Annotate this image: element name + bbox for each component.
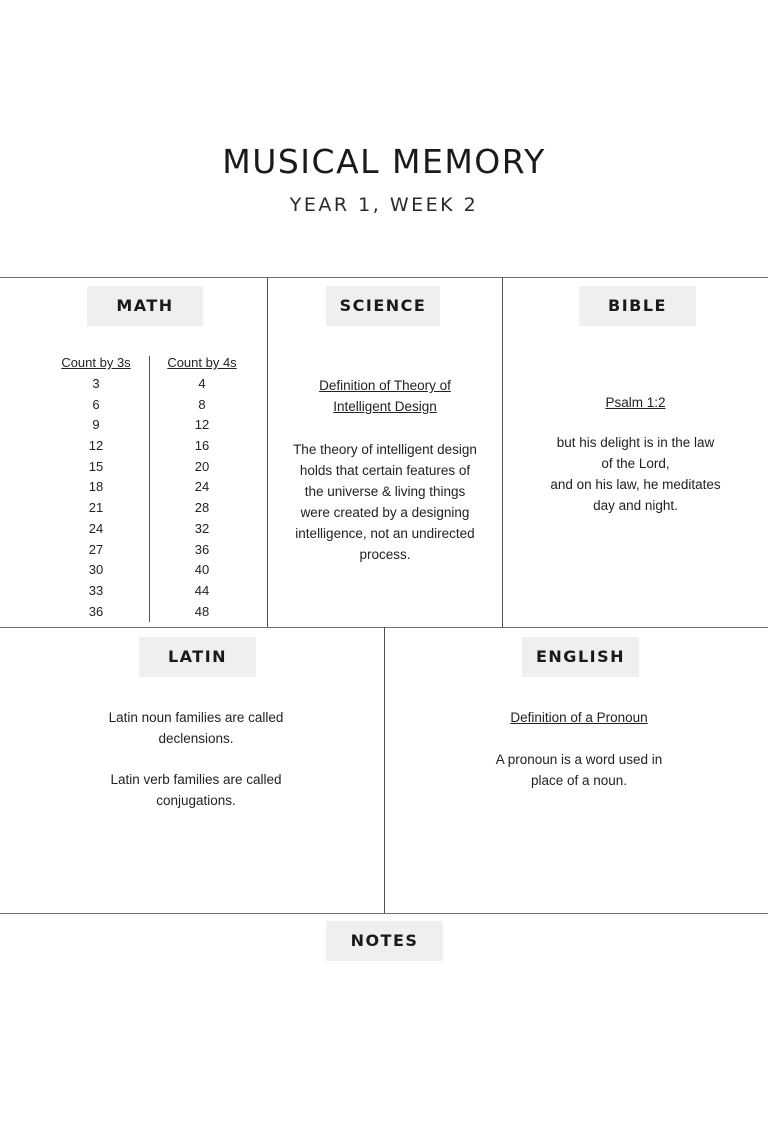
- list-item: 48: [194, 603, 210, 619]
- bible-verse-line: day and night.: [593, 498, 678, 513]
- page-subtitle: YEAR 1, WEEK 2: [289, 194, 479, 216]
- english-heading: [385, 707, 768, 728]
- science-body-line: The theory of intelligent design: [293, 442, 477, 457]
- list-item: 12: [194, 417, 210, 433]
- count-by-4s-column: [156, 352, 248, 622]
- bible-reference: [503, 392, 768, 413]
- english-body-line: place of a noun.: [530, 773, 628, 788]
- list-item: 40: [194, 562, 210, 578]
- top-divider: [0, 277, 768, 278]
- science-heading: [268, 375, 502, 417]
- science-body-line: process.: [359, 547, 411, 562]
- latin-line: declensions.: [158, 731, 234, 746]
- list-item: 16: [194, 438, 210, 454]
- science-heading-line: Definition of Theory of: [319, 378, 451, 393]
- english-label: ENGLISH: [522, 637, 639, 677]
- list-item: 8: [198, 396, 206, 412]
- list-item: 4: [198, 376, 206, 391]
- science-heading-line: Intelligent Design: [333, 399, 437, 414]
- list-item: 28: [194, 500, 210, 516]
- list-item: 24: [194, 479, 210, 495]
- science-body-line: were created by a designing: [300, 505, 470, 520]
- latin-line: conjugations.: [156, 793, 236, 808]
- list-item: 9: [92, 417, 100, 433]
- english-heading-text: Definition of a Pronoun: [510, 710, 648, 725]
- english-body-line: A pronoun is a word used in: [495, 752, 663, 767]
- list-item: 24: [88, 520, 104, 536]
- list-item: 18: [88, 479, 104, 495]
- math-column-divider: [149, 356, 150, 622]
- count-by-4s-header: Count by 4s: [167, 355, 237, 370]
- english-definition: [385, 749, 768, 791]
- science-label: SCIENCE: [326, 286, 440, 326]
- bottom-divider: [0, 913, 768, 914]
- list-item: 36: [88, 603, 104, 619]
- latin-line: Latin verb families are called: [110, 772, 282, 787]
- bible-verse-line: and on his law, he meditates: [550, 477, 721, 492]
- list-item: 32: [194, 520, 210, 536]
- count-by-3s-header: Count by 3s: [61, 355, 131, 370]
- latin-label: LATIN: [139, 637, 256, 677]
- list-item: 44: [194, 582, 210, 598]
- bible-label: BIBLE: [579, 286, 696, 326]
- math-label: MATH: [87, 286, 203, 326]
- bible-verse-line: of the Lord,: [601, 456, 670, 471]
- science-definition: [268, 439, 502, 565]
- latin-line: Latin noun families are called: [108, 710, 284, 725]
- count-by-3s-column: [50, 352, 142, 622]
- latin-paragraph-1: [0, 707, 392, 749]
- list-item: 27: [88, 541, 104, 557]
- list-item: 15: [88, 458, 104, 474]
- bible-reference-text: Psalm 1:2: [605, 395, 666, 410]
- latin-paragraph-2: [0, 769, 392, 811]
- science-body-line: intelligence, not an undirected: [295, 526, 475, 541]
- science-body-line: the universe & living things: [304, 484, 466, 499]
- science-body-line: holds that certain features of: [299, 463, 471, 478]
- list-item: 30: [88, 562, 104, 578]
- list-item: 12: [88, 438, 104, 454]
- page-title: MUSICAL MEMORY: [222, 142, 546, 181]
- list-item: 20: [194, 458, 210, 474]
- bible-verse-line: but his delight is in the law: [556, 435, 715, 450]
- list-item: 21: [88, 500, 104, 516]
- notes-label: NOTES: [326, 921, 443, 961]
- list-item: 3: [92, 376, 100, 391]
- list-item: 36: [194, 541, 210, 557]
- list-item: 6: [92, 396, 100, 412]
- list-item: 33: [88, 582, 104, 598]
- bible-verse: [503, 432, 768, 516]
